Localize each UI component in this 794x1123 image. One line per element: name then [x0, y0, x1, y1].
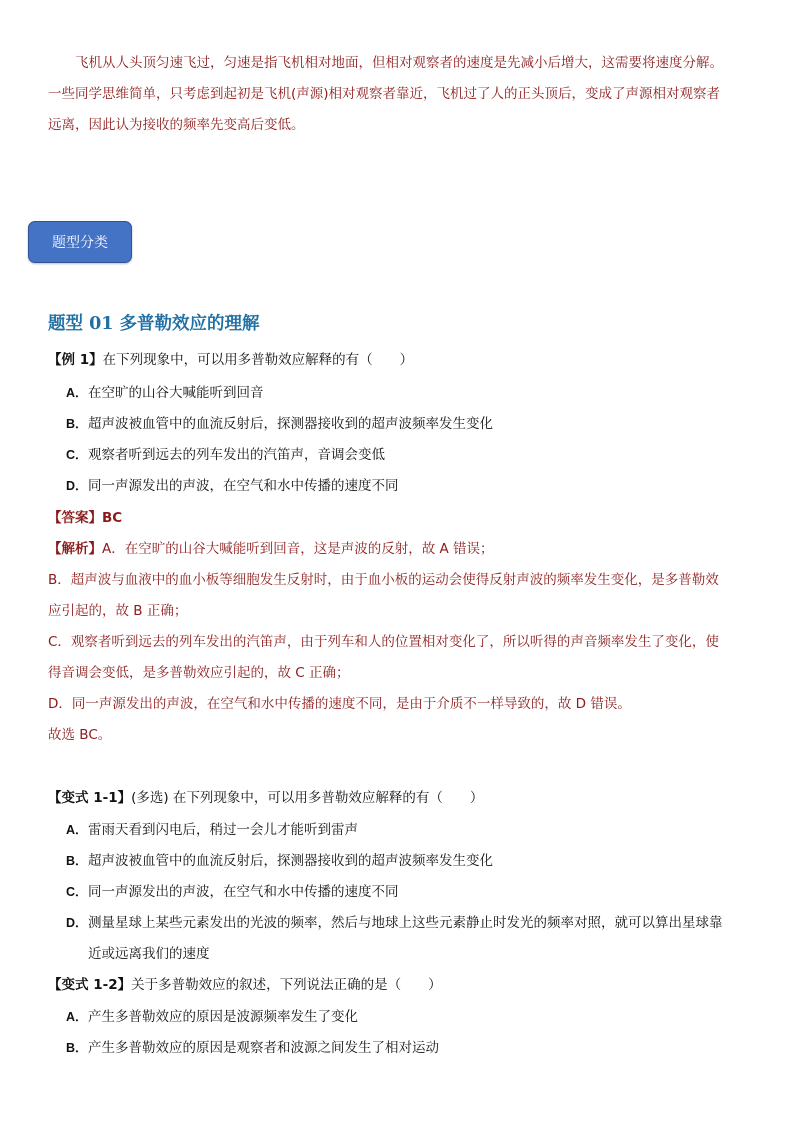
example-1-option-a: A．在空旷的山谷大喊能听到回音 — [66, 385, 264, 401]
intro-line-3: 远离，因此认为接收的频率先变高后变低。 — [48, 117, 305, 133]
variant-1-1-option-a: A．雷雨天看到闪电后，稍过一会儿才能听到雷声 — [66, 822, 358, 838]
example-1-question — [48, 348, 760, 368]
section-badge: 题型分类 — [28, 221, 132, 263]
intro-paragraph — [48, 48, 760, 141]
intro-line-2: 一些同学思维简单，只考虑到起初是飞机(声源)相对观察者靠近，飞机过了人的正头顶后，变成了声源相对观察者 — [48, 86, 721, 102]
analysis-line-5: 得音调会变低，是多普勒效应引起的，故 C 正确； — [48, 665, 350, 681]
variant-1-2-option-b: B．产生多普勒效应的原因是观察者和波源之间发生了相对运动 — [66, 1040, 439, 1056]
analysis-line-6: D．同一声源发出的声波，在空气和水中传播的速度不同，是由于介质不一样导致的，故 D 错误。 — [48, 696, 631, 712]
intro-line-1: 飞机从人头顶匀速飞过，匀速是指飞机相对地面，但相对观察者的速度是先减小后增大，这需要将速度分解。 — [75, 55, 723, 71]
variant-1-2-option-a: A．产生多普勒效应的原因是波源频率发生了变化 — [66, 1009, 358, 1025]
variant-1-1-option-d-continuation: 近或远离我们的速度 — [88, 946, 210, 962]
analysis-line-4: C．观察者听到远去的列车发出的汽笛声，由于列车和人的位置相对变化了，所以听得的声音频率发生了变化，使 — [48, 634, 719, 650]
example-1-option-b: B．超声波被血管中的血流反射后，探测器接收到的超声波频率发生变化 — [66, 416, 493, 432]
analysis-line-1: 【解析】A．在空旷的山谷大喊能听到回音，这是声波的反射，故 A 错误； — [48, 541, 494, 557]
analysis-tag: 【解析】 — [48, 541, 102, 557]
answer-tag: 【答案】 — [48, 510, 102, 526]
variant-1-2-question — [48, 973, 760, 993]
variant-1-2-stem: 关于多普勒效应的叙述，下列说法正确的是（ ） — [131, 977, 442, 993]
analysis-line-2: B．超声波与血液中的血小板等细胞发生反射时，由于血小板的运动会使得反射声波的频率发生变化，是多普勒效 — [48, 572, 719, 588]
analysis-line-3: 应引起的，故 B 正确； — [48, 603, 188, 619]
variant-1-2-tag: 【变式 1-2】 — [48, 977, 132, 993]
analysis-line-7: 故选 BC。 — [48, 727, 112, 743]
variant-1-1-stem: (多选) 在下列现象中，可以用多普勒效应解释的有（ ） — [131, 790, 484, 806]
answer-value: BC — [102, 510, 123, 526]
answer-line — [48, 506, 760, 526]
variant-1-1-tag: 【变式 1-1】 — [48, 790, 132, 806]
variant-1-1-option-c: C．同一声源发出的声波，在空气和水中传播的速度不同 — [66, 884, 399, 900]
example-1-option-d: D．同一声源发出的声波，在空气和水中传播的速度不同 — [66, 478, 399, 494]
example-1-stem: 在下列现象中，可以用多普勒效应解释的有（ ） — [102, 352, 414, 368]
variant-1-1-option-d: D．测量星球上某些元素发出的光波的频率，然后与地球上这些元素静止时发光的频率对照，就可以算出星球靠 — [66, 915, 723, 931]
variant-1-1-question — [48, 786, 760, 806]
section-title: 题型 01 多普勒效应的理解 — [48, 314, 260, 334]
example-1-tag: 【例 1】 — [48, 352, 103, 368]
example-1-option-c: C．观察者听到远去的列车发出的汽笛声，音调会变低 — [66, 447, 385, 463]
variant-1-1-option-b: B．超声波被血管中的血流反射后，探测器接收到的超声波频率发生变化 — [66, 853, 493, 869]
